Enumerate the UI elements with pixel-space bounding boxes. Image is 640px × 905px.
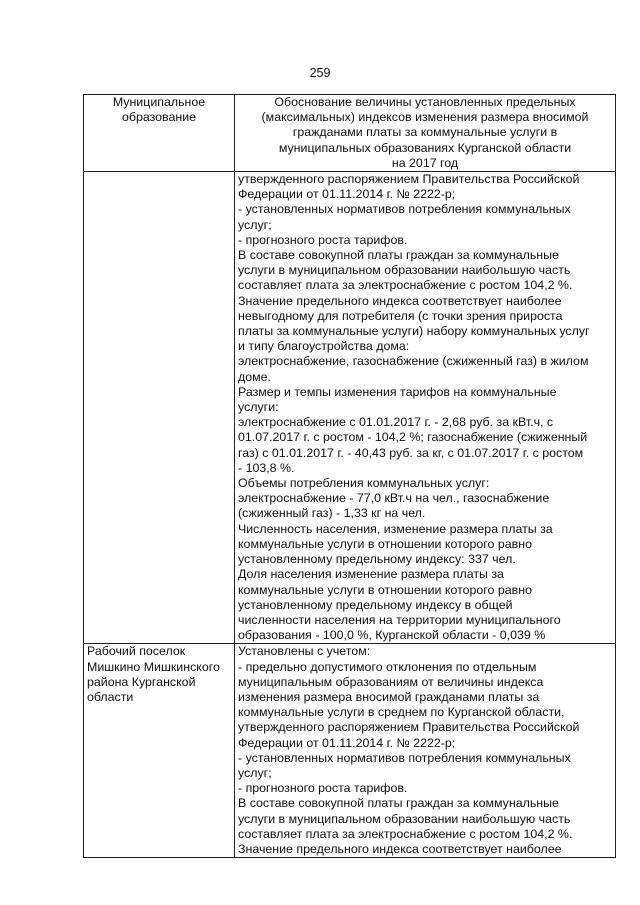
justification-cell [235,172,616,644]
text-line: установленному предельному индексу: 337 чел. [238,552,516,567]
text-line: доме. [238,369,271,384]
header-municipality [84,95,235,172]
text-line: электроснабжение, газоснабжение (сжиженный газ) в жилом [238,354,589,369]
text-line: изменения размера вносимой гражданами платы за [238,689,540,704]
text-line: коммунальные услуги в среднем по Курганской области, [238,705,565,720]
text-line: услуги в муниципальном образовании наибольшую часть [238,811,571,826]
table-row [84,172,616,644]
text-line: коммунальные услуги в отношении которого равно [238,536,532,551]
text-line: - прогнозного роста тарифов. [238,232,408,247]
text-line: услуг; [238,217,272,232]
text-line: Федерации от 01.11.2014 г. № 2222-р; [238,735,456,750]
text-line: газ) с 01.01.2017 г. - 40,43 руб. за кг, с 01.07.2017 г. с ростом [238,445,584,460]
text-line: установленному предельному индексу в общей [238,597,513,612]
text-line: Доля населения изменение размера платы за [238,567,504,582]
table-header-row [84,95,616,172]
justification-table [83,94,616,858]
text-line: составляет плата за электроснабжение с ростом 104,2 %. [238,826,573,841]
text-line: коммунальные услуги в отношении которого равно [238,582,532,597]
text-line: муниципальным образованиям от величины индекса [238,674,544,689]
text-line: (сжиженный газ) - 1,33 кг на чел. [238,506,426,521]
municipality-line: Мишкино Мишкинского [87,659,220,674]
header-line: (максимальных) индексов изменения размера вносимой [261,110,589,125]
text-line: - установленных нормативов потребления коммунальных [238,202,571,217]
text-line: Размер и темпы изменения тарифов на коммунальные [238,384,557,399]
text-line: - предельно допустимого отклонения по отдельным [238,659,537,674]
text-line: В составе совокупной платы граждан за коммунальные [238,796,559,811]
text-line: утвержденного распоряжением Правительства Российской [238,172,580,187]
text-line: Значение предельного индекса соответствует наиболее [238,841,562,856]
municipality-line: района Курганской [87,674,196,689]
text-line: платы за коммунальные услуги) набору коммунальных услуг [238,324,590,339]
municipality-line: области [87,689,134,704]
text-line: Численность населения, изменение размера платы за [238,521,553,536]
header-line: муниципальных образованиях Курганской области [278,140,572,155]
text-line: невыгодному для потребителя (с точки зрения прироста [238,308,563,323]
header-line: Обоснование величины установленных предельных [274,95,576,109]
text-line: утвержденного распоряжением Правительства Российской [238,720,580,735]
text-line: - установленных нормативов потребления коммунальных [238,750,571,765]
text-line: Объемы потребления коммунальных услуг: [238,476,490,491]
justification-cell [235,644,616,858]
header-line: гражданами платы за коммунальные услуги в [292,125,558,140]
municipality-cell [84,644,235,858]
text-line: численности населения на территории муниципального [238,612,561,627]
text-line: В составе совокупной платы граждан за коммунальные [238,248,559,263]
header-justification [235,95,616,172]
header-line: на 2017 год [391,155,459,170]
text-line: 01.07.2017 г. с ростом - 104,2 %; газоснабжение (сжиженный [238,430,588,445]
text-line: электроснабжение - 77,0 кВт.ч на чел., газоснабжение [238,491,550,506]
text-line: Значение предельного индекса соответствует наиболее [238,293,562,308]
header-line: образование [121,110,197,125]
text-line: Федерации от 01.11.2014 г. № 2222-р; [238,187,456,202]
municipality-cell [84,172,235,644]
text-line: - прогнозного роста тарифов. [238,781,408,796]
text-line: и типу благоустройства дома: [238,339,410,354]
text-line: образования - 100,0 %, Курганской области - 0,039 % [238,628,546,643]
page-number: 259 [309,66,331,80]
text-line: услуг; [238,765,272,780]
text-line: услуги: [238,400,279,415]
header-line: Муниципальное [112,95,206,109]
table-row [84,644,616,858]
municipality-line: Рабочий поселок [87,644,186,659]
text-line: услуги в муниципальном образовании наибольшую часть [238,263,571,278]
text-line: электроснабжение с 01.01.2017 г. - 2,68 руб. за кВт.ч, с [238,415,554,430]
text-line: Установлены с учетом: [238,644,371,659]
text-line: составляет плата за электроснабжение с ростом 104,2 %. [238,278,573,293]
text-line: - 103,8 %. [238,460,295,475]
